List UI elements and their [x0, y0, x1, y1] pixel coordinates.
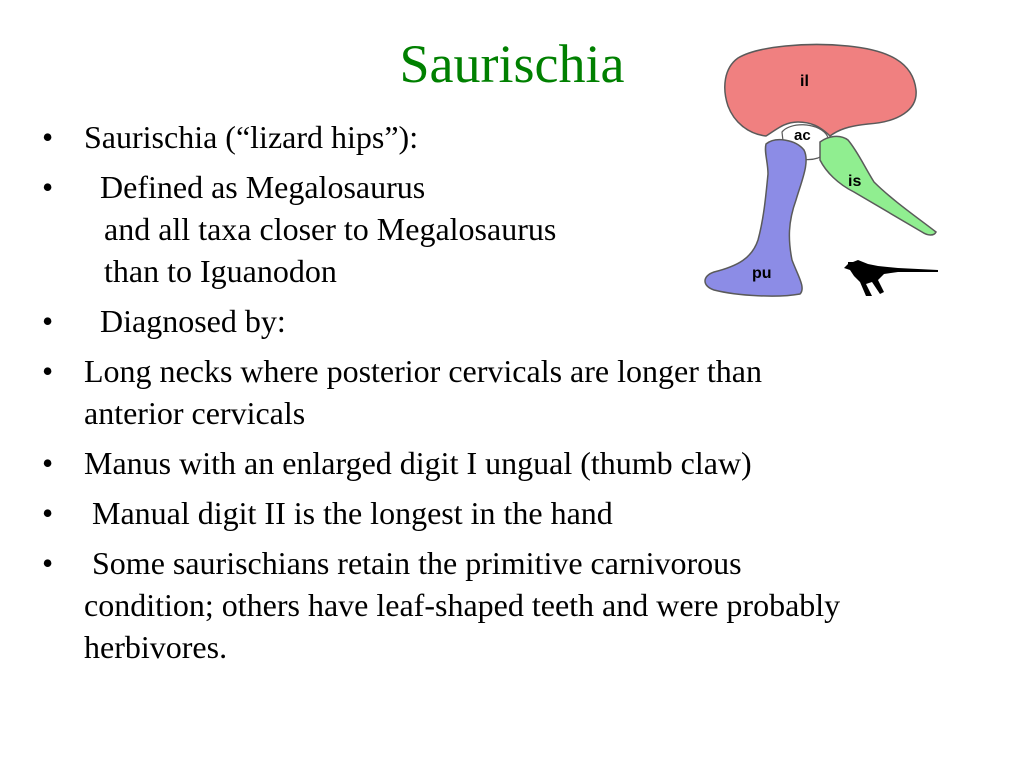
bullet-text: Long necks where posterior cervicals are longer than anterior cervicals: [84, 353, 762, 431]
bullet-item: [40, 492, 860, 534]
pubis-label: pu: [752, 265, 772, 282]
bullet-item: [40, 350, 860, 434]
pelvis-diagram-icon: [698, 40, 948, 302]
ischium-shape: [820, 136, 936, 235]
bullet-text: and all taxa closer to Megalosaurus: [104, 211, 557, 247]
bullet-marker: •: [42, 495, 54, 531]
acetabulum-label: ac: [794, 127, 811, 144]
bullet-marker: •: [42, 545, 54, 581]
bullet-text: Some saurischians retain the primitive carnivorous condition; others have leaf-shaped teeth and were probably herbivores.: [84, 545, 849, 665]
bullet-text: Manual digit II is the longest in the hand: [84, 495, 613, 531]
bullet-marker: •: [42, 445, 54, 481]
bullet-item: [40, 542, 860, 668]
slide-title: Saurischia: [399, 34, 625, 94]
bullet-marker: •: [42, 353, 54, 389]
bullet-text: Manus with an enlarged digit I ungual (thumb claw): [84, 445, 752, 481]
bullet-text: Saurischia (“lizard hips”):: [84, 119, 419, 155]
bullet-item: [40, 300, 860, 342]
bullet-text: Diagnosed by:: [84, 303, 286, 339]
bullet-item: [40, 442, 860, 484]
ischium-label: is: [848, 173, 862, 190]
bullet-marker: •: [42, 303, 54, 339]
theropod-silhouette-icon: [844, 260, 938, 296]
bullet-text: Defined as Megalosaurus: [84, 169, 426, 205]
bullet-marker: •: [42, 119, 54, 155]
ilium-label: il: [800, 73, 809, 90]
bullet-marker: •: [42, 169, 54, 205]
ilium-shape: [725, 45, 916, 137]
bullet-text: than to Iguanodon: [104, 253, 337, 289]
